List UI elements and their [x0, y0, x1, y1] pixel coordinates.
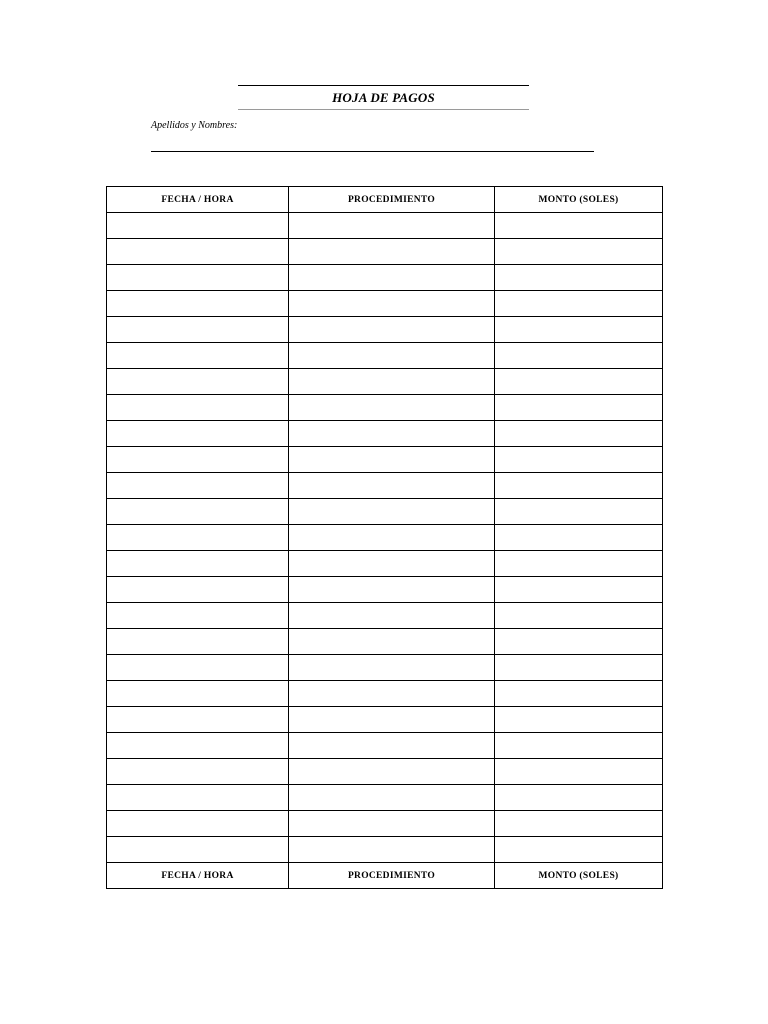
- cell-fecha-hora[interactable]: [107, 473, 289, 499]
- table-row: [107, 421, 663, 447]
- table-row: [107, 447, 663, 473]
- title-rule-bottom: [238, 109, 529, 110]
- cell-fecha-hora[interactable]: [107, 811, 289, 837]
- cell-monto[interactable]: [495, 681, 663, 707]
- cell-fecha-hora[interactable]: [107, 733, 289, 759]
- cell-procedimiento[interactable]: [289, 343, 495, 369]
- cell-fecha-hora[interactable]: [107, 785, 289, 811]
- cell-fecha-hora[interactable]: [107, 759, 289, 785]
- column-header-procedimiento: PROCEDIMIENTO: [289, 187, 495, 213]
- cell-monto[interactable]: [495, 655, 663, 681]
- cell-fecha-hora[interactable]: [107, 603, 289, 629]
- name-field-line[interactable]: [151, 151, 594, 152]
- table-row: [107, 629, 663, 655]
- cell-fecha-hora[interactable]: [107, 421, 289, 447]
- cell-monto[interactable]: [495, 811, 663, 837]
- cell-procedimiento[interactable]: [289, 629, 495, 655]
- cell-fecha-hora[interactable]: [107, 317, 289, 343]
- table-row: [107, 577, 663, 603]
- cell-procedimiento[interactable]: [289, 473, 495, 499]
- cell-procedimiento[interactable]: [289, 395, 495, 421]
- table-row: [107, 837, 663, 863]
- cell-procedimiento[interactable]: [289, 239, 495, 265]
- document-title: HOJA DE PAGOS: [332, 90, 435, 105]
- cell-procedimiento[interactable]: [289, 317, 495, 343]
- cell-fecha-hora[interactable]: [107, 239, 289, 265]
- cell-monto[interactable]: [495, 395, 663, 421]
- table-row: [107, 681, 663, 707]
- cell-monto[interactable]: [495, 447, 663, 473]
- header-row: [107, 187, 663, 213]
- footer-row: [107, 863, 663, 889]
- cell-procedimiento[interactable]: [289, 603, 495, 629]
- cell-monto[interactable]: [495, 525, 663, 551]
- cell-fecha-hora[interactable]: [107, 395, 289, 421]
- cell-monto[interactable]: [495, 629, 663, 655]
- cell-procedimiento[interactable]: [289, 759, 495, 785]
- column-header-monto: MONTO (SOLES): [495, 187, 663, 213]
- cell-fecha-hora[interactable]: [107, 213, 289, 239]
- cell-fecha-hora[interactable]: [107, 629, 289, 655]
- cell-fecha-hora[interactable]: [107, 499, 289, 525]
- table-row: [107, 265, 663, 291]
- cell-monto[interactable]: [495, 369, 663, 395]
- cell-fecha-hora[interactable]: [107, 291, 289, 317]
- cell-monto[interactable]: [495, 551, 663, 577]
- cell-procedimiento[interactable]: [289, 707, 495, 733]
- cell-monto[interactable]: [495, 473, 663, 499]
- cell-monto[interactable]: [495, 421, 663, 447]
- cell-monto[interactable]: [495, 785, 663, 811]
- table-row: [107, 759, 663, 785]
- table-row: [107, 707, 663, 733]
- cell-procedimiento[interactable]: [289, 811, 495, 837]
- cell-monto[interactable]: [495, 291, 663, 317]
- table-row: [107, 395, 663, 421]
- cell-monto[interactable]: [495, 343, 663, 369]
- table-row: [107, 811, 663, 837]
- table-row: [107, 733, 663, 759]
- name-label: Apellidos y Nombres:: [151, 120, 238, 131]
- cell-monto[interactable]: [495, 213, 663, 239]
- cell-fecha-hora[interactable]: [107, 525, 289, 551]
- cell-procedimiento[interactable]: [289, 291, 495, 317]
- cell-monto[interactable]: [495, 707, 663, 733]
- payments-table: [106, 186, 663, 889]
- cell-procedimiento[interactable]: [289, 525, 495, 551]
- cell-procedimiento[interactable]: [289, 265, 495, 291]
- cell-procedimiento[interactable]: [289, 785, 495, 811]
- cell-procedimiento[interactable]: [289, 499, 495, 525]
- table-row: [107, 785, 663, 811]
- cell-procedimiento[interactable]: [289, 577, 495, 603]
- cell-fecha-hora[interactable]: [107, 681, 289, 707]
- cell-fecha-hora[interactable]: [107, 655, 289, 681]
- cell-procedimiento[interactable]: [289, 421, 495, 447]
- table-row: [107, 551, 663, 577]
- table-row: [107, 291, 663, 317]
- cell-procedimiento[interactable]: [289, 213, 495, 239]
- table-row: [107, 239, 663, 265]
- table-row: [107, 213, 663, 239]
- cell-procedimiento[interactable]: [289, 447, 495, 473]
- table-row: [107, 525, 663, 551]
- cell-monto[interactable]: [495, 733, 663, 759]
- cell-procedimiento[interactable]: [289, 369, 495, 395]
- cell-monto[interactable]: [495, 837, 663, 863]
- cell-monto[interactable]: [495, 499, 663, 525]
- table-row: [107, 369, 663, 395]
- cell-procedimiento[interactable]: [289, 733, 495, 759]
- table-row: [107, 343, 663, 369]
- table-body: [107, 213, 663, 863]
- cell-procedimiento[interactable]: [289, 837, 495, 863]
- column-header-fecha-hora: FECHA / HORA: [107, 187, 289, 213]
- table-row: [107, 603, 663, 629]
- cell-monto[interactable]: [495, 603, 663, 629]
- cell-fecha-hora[interactable]: [107, 343, 289, 369]
- cell-monto[interactable]: [495, 759, 663, 785]
- cell-monto[interactable]: [495, 239, 663, 265]
- table-row: [107, 655, 663, 681]
- cell-procedimiento[interactable]: [289, 681, 495, 707]
- table-row: [107, 499, 663, 525]
- cell-monto[interactable]: [495, 265, 663, 291]
- cell-fecha-hora[interactable]: [107, 265, 289, 291]
- cell-fecha-hora[interactable]: [107, 447, 289, 473]
- cell-fecha-hora[interactable]: [107, 837, 289, 863]
- cell-monto[interactable]: [495, 317, 663, 343]
- title-rule-top: [238, 85, 529, 86]
- table-row: [107, 473, 663, 499]
- column-footer-procedimiento: PROCEDIMIENTO: [289, 863, 495, 889]
- column-footer-fecha-hora: FECHA / HORA: [107, 863, 289, 889]
- cell-fecha-hora[interactable]: [107, 707, 289, 733]
- cell-procedimiento[interactable]: [289, 655, 495, 681]
- cell-fecha-hora[interactable]: [107, 369, 289, 395]
- cell-fecha-hora[interactable]: [107, 577, 289, 603]
- table-row: [107, 317, 663, 343]
- cell-monto[interactable]: [495, 577, 663, 603]
- column-footer-monto: MONTO (SOLES): [495, 863, 663, 889]
- cell-procedimiento[interactable]: [289, 551, 495, 577]
- cell-fecha-hora[interactable]: [107, 551, 289, 577]
